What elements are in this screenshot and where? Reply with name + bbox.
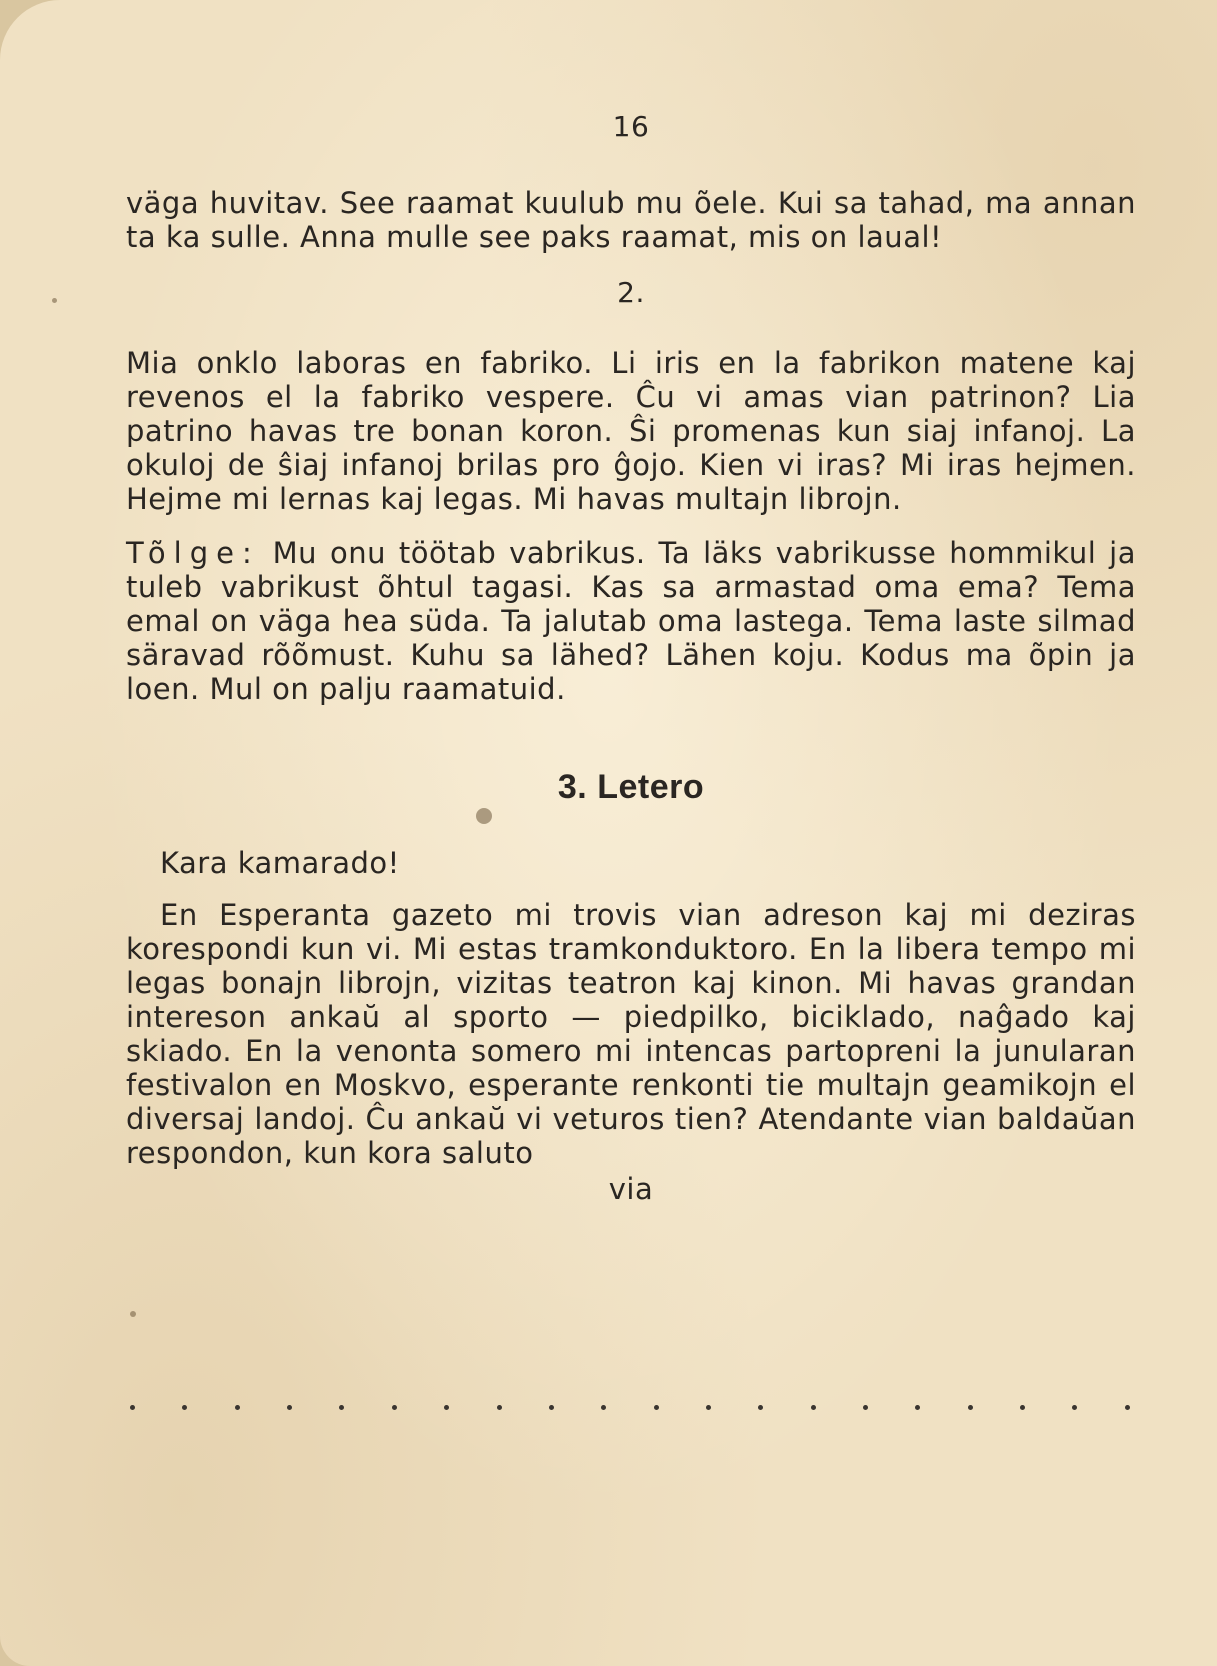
separator-dot (392, 1405, 397, 1410)
page-content (126, 110, 1136, 1206)
separator-dot (182, 1405, 187, 1410)
separator-dot (287, 1405, 292, 1410)
translation-paragraph (126, 536, 1136, 706)
separator-dot (444, 1405, 449, 1410)
separator-dot (915, 1405, 920, 1410)
separator-dot (968, 1405, 973, 1410)
separator-dot (758, 1405, 763, 1410)
intro-paragraph: väga huvitav. See raamat kuulub mu õele. Kui sa tahad, ma annan ta ka sulle. Anna mulle see paks raamat, mis on laual! (126, 186, 1136, 254)
paper-dot (130, 1311, 136, 1317)
dotted-separator (130, 1405, 1130, 1410)
separator-dot (1072, 1405, 1077, 1410)
section-number-2: 2. (617, 276, 645, 309)
separator-dot (706, 1405, 711, 1410)
translation-text: Mu onu töötab vabrikus. Ta läks vabrikusse hommikul ja tuleb vabrikust õhtul tagasi. Kas sa armastad oma ema? Tema emal on väga hea süda. Ta jalutab oma lastega. Tema laste silmad säravad rõõmust. Kuhu sa lähed? Lähen koju. Kodus ma õpin ja loen. Mul on palju raamatuid. (126, 536, 1136, 706)
letter-closing: via (608, 1172, 654, 1206)
separator-dot (811, 1405, 816, 1410)
letter-salutation: Kara kamarado! (160, 846, 400, 880)
separator-dot (339, 1405, 344, 1410)
esperanto-text: Mia onklo laboras en fabriko. Li iris en la fabrikon matene kaj revenos el la fabriko vespere. Ĉu vi amas vian patrinon? Lia patrino havas tre bonan koron. Ŝi promenas kun siaj infanoj. La okuloj de ŝiaj infanoj brilas pro ĝojo. Kien vi iras? Mi iras hejmen. Hejme mi lernas kaj legas. Mi havas multajn librojn. (126, 346, 1136, 516)
separator-dot (863, 1405, 868, 1410)
separator-dot (549, 1405, 554, 1410)
paper-dot (52, 298, 57, 303)
page-number: 16 (612, 110, 650, 143)
letter-body: En Esperanta gazeto mi trovis vian adreson kaj mi deziras korespondi kun vi. Mi estas tramkonduktoro. En la libera tempo mi legas bonajn librojn, vizitas teatron kaj kinon. Mi havas grandan intereson ankaŭ al sporto — piedpilko, biciklado, naĝado kaj skiado. En la venonta somero mi intencas partopreni la junularan festivalon en Moskvo, esperante renkonti tie multajn geamikojn el diversaj landoj. Ĉu ankaŭ vi veturos tien? Atendante vian baldaŭan respondon, kun kora saluto (126, 898, 1136, 1170)
separator-dot (1125, 1405, 1130, 1410)
separator-dot (130, 1405, 135, 1410)
letter-heading: 3. Letero (557, 768, 705, 806)
separator-dot (654, 1405, 659, 1410)
translation-label: Tõlge: (126, 536, 260, 570)
separator-dot (235, 1405, 240, 1410)
separator-dot (497, 1405, 502, 1410)
separator-dot (601, 1405, 606, 1410)
separator-dot (1020, 1405, 1025, 1410)
